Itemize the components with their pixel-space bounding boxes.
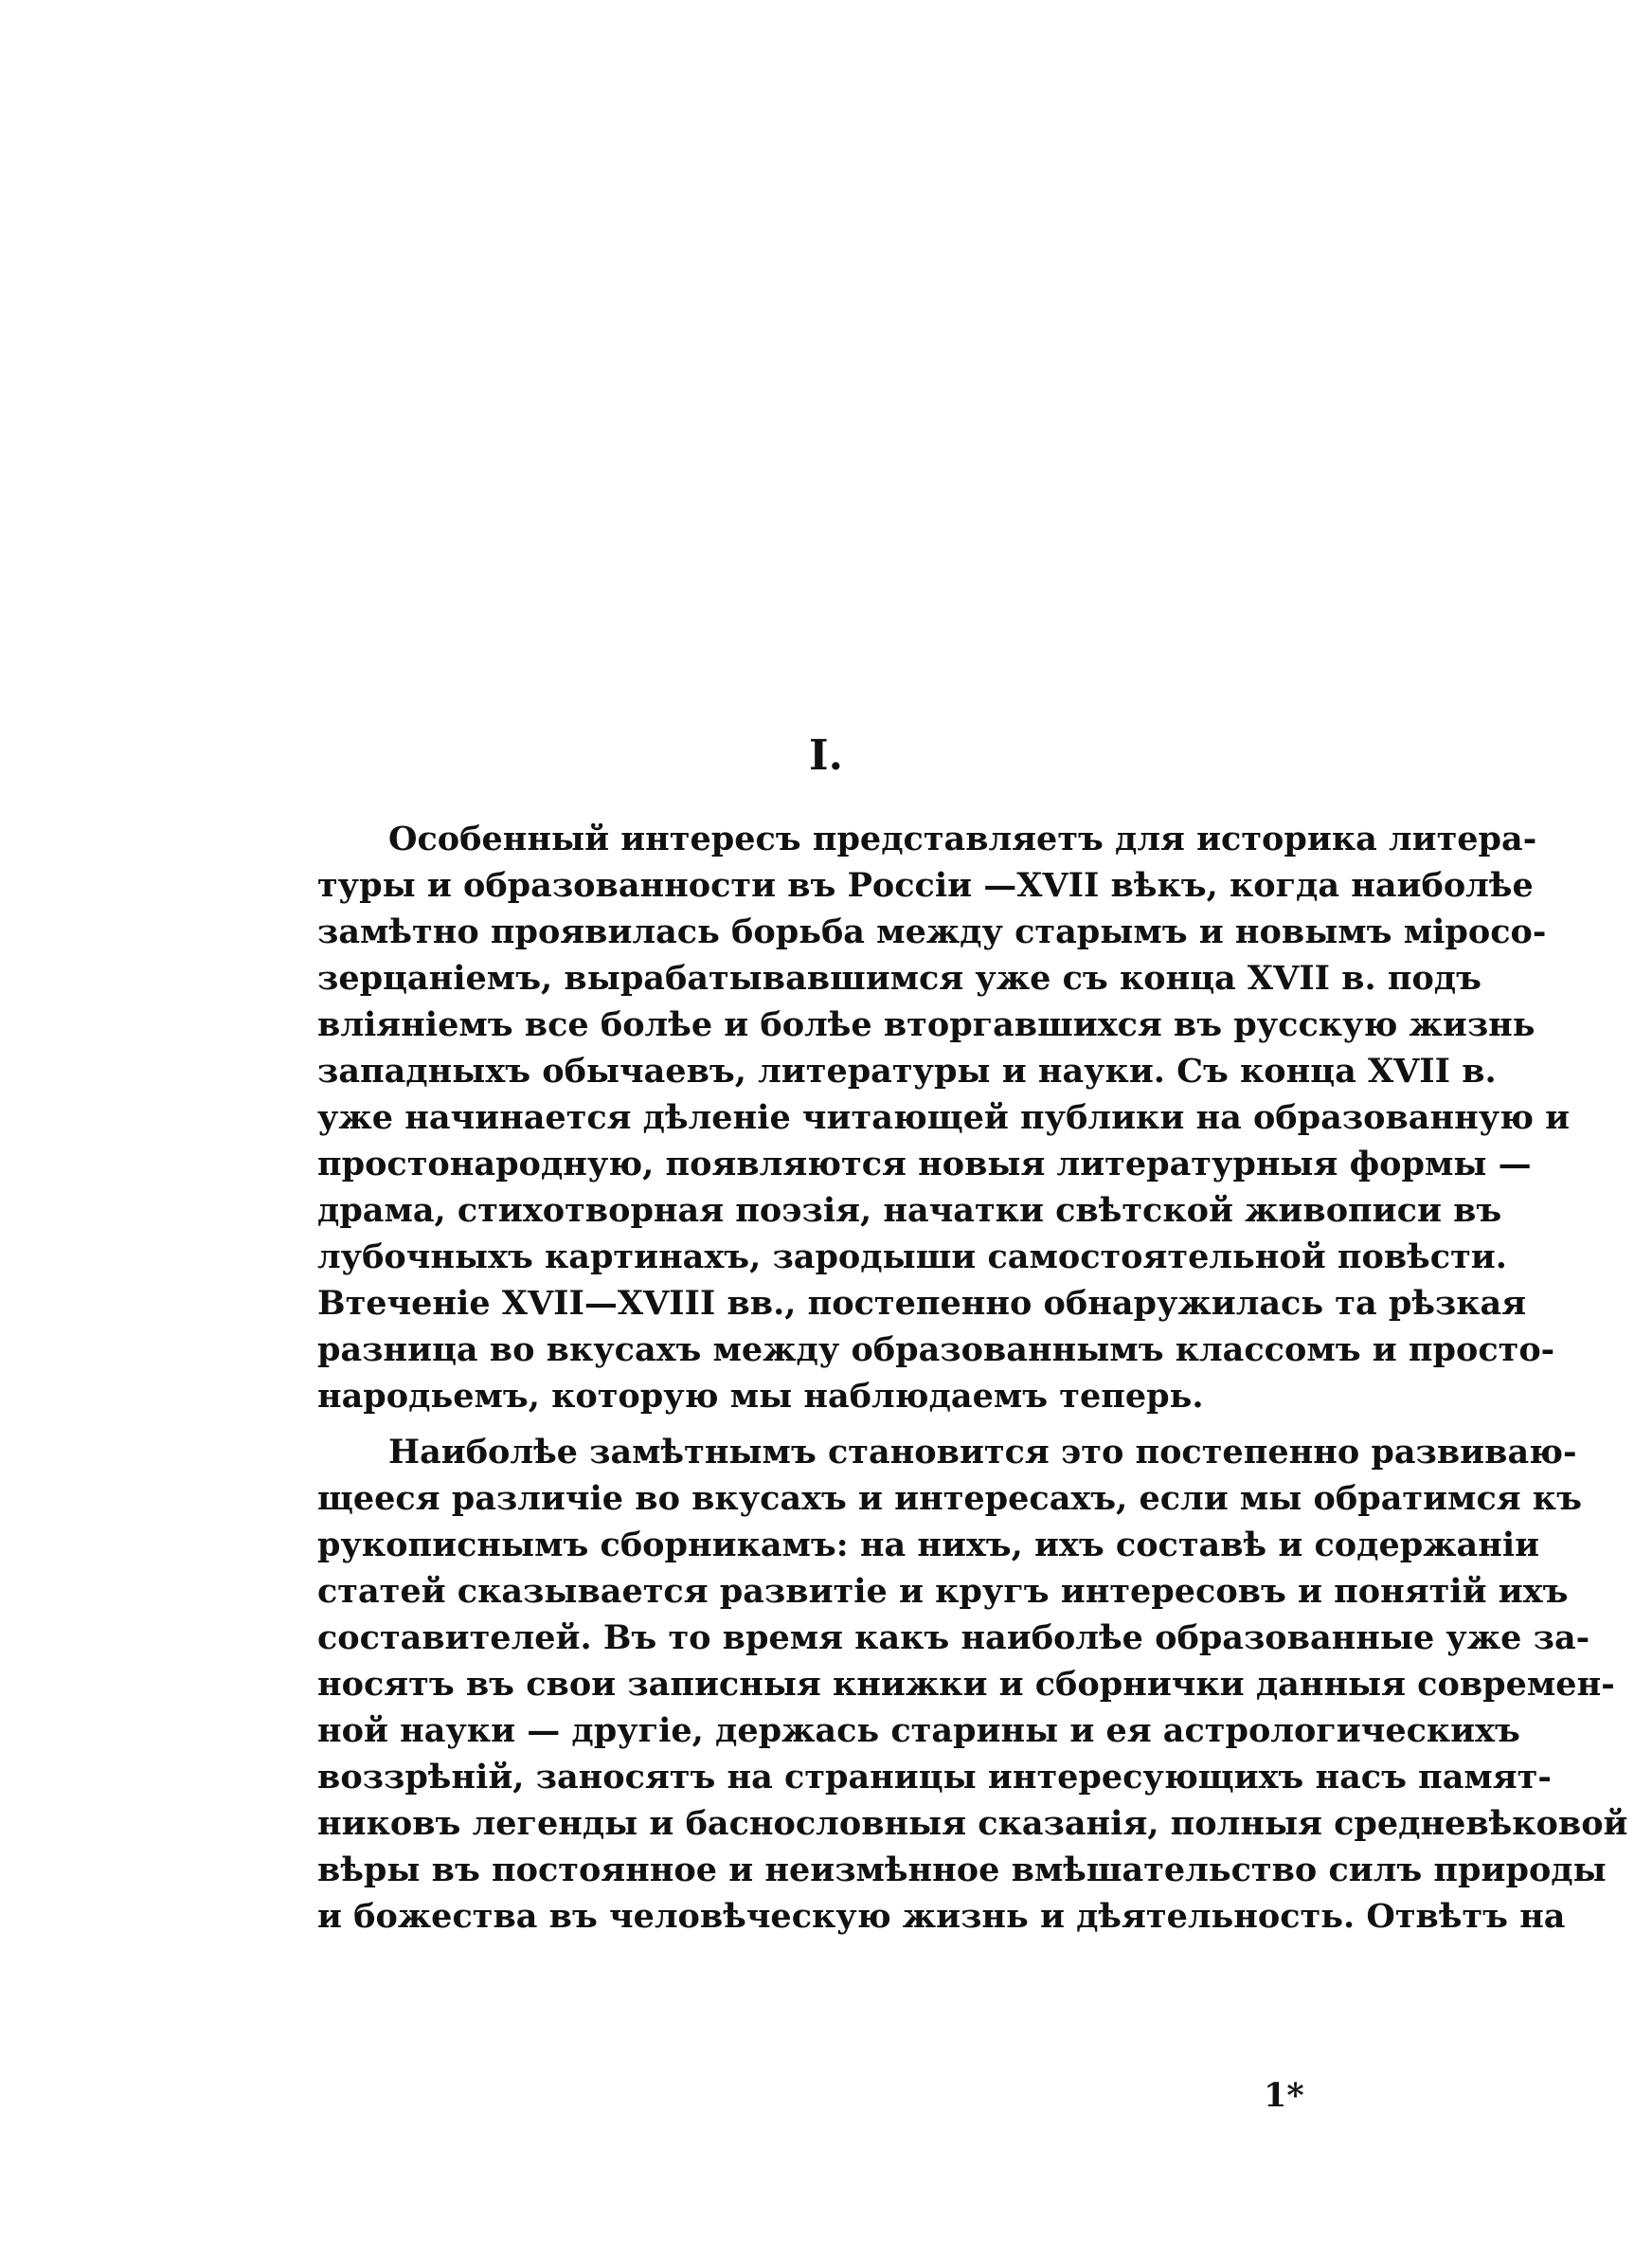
text-line: драма, стихотворная поэзія, начатки свѣтской живописи въ (317, 1191, 1502, 1230)
text-line: рукописнымъ сборникамъ: на нихъ, ихъ составѣ и содержаніи (317, 1526, 1540, 1564)
text-line: составителей. Въ то время какъ наиболѣе образованные уже за- (317, 1618, 1590, 1657)
text-line: Наиболѣе замѣтнымъ становится это постепенно развиваю- (388, 1433, 1577, 1472)
text-line: носятъ въ свои записныя книжки и сборнички данныя современ- (317, 1665, 1615, 1704)
text-line: зерцаніемъ, вырабатывавшимся уже съ конца XVII в. подъ (317, 959, 1481, 998)
text-line: вліяніемъ все болѣе и болѣе вторгавшихся въ русскую жизнь (317, 1005, 1535, 1044)
text-line: статей сказывается развитіе и кругъ интересовъ и понятій ихъ (317, 1572, 1569, 1611)
text-line: Втеченіе XVII—XVIII вв., постепенно обнаружилась та рѣзкая (317, 1284, 1527, 1323)
signature-mark: 1* (1264, 2076, 1304, 2115)
text-line: замѣтно проявилась борьба между старымъ и новымъ міросо- (317, 912, 1547, 951)
text-line: уже начинается дѣленіе читающей публики на образованную и (317, 1098, 1571, 1137)
text-line: воззрѣній, заносятъ на страницы интересующихъ насъ памят- (317, 1758, 1552, 1797)
text-line: Особенный интересъ представляетъ для историка литера- (388, 820, 1537, 858)
text-line: вѣры въ постоянное и неизмѣнное вмѣшательство силъ природы (317, 1851, 1607, 1889)
text-line: ной науки — другіе, держась старины и ея астрологическихъ (317, 1711, 1520, 1750)
text-line: никовъ легенды и баснословныя сказанія, полныя средневѣковой (317, 1804, 1628, 1843)
section-heading: I. (809, 731, 843, 780)
text-line: и божества въ человѣческую жизнь и дѣятельность. Отвѣтъ на (317, 1897, 1566, 1936)
text-line: щееся различіе во вкусахъ и интересахъ, если мы обратимся къ (317, 1479, 1582, 1518)
text-line: туры и образованности въ Россіи —XVII вѣкъ, когда наиболѣе (317, 866, 1534, 905)
text-line: западныхъ обычаевъ, литературы и науки. Съ конца XVII в. (317, 1052, 1497, 1091)
text-line: лубочныхъ картинахъ, зародыши самостоятельной повѣсти. (317, 1237, 1507, 1276)
text-line: разница во вкусахъ между образованнымъ классомъ и просто- (317, 1330, 1555, 1369)
text-line: народьемъ, которую мы наблюдаемъ теперь. (317, 1377, 1204, 1416)
text-line: простонародную, появляются новыя литературныя формы — (317, 1145, 1532, 1183)
